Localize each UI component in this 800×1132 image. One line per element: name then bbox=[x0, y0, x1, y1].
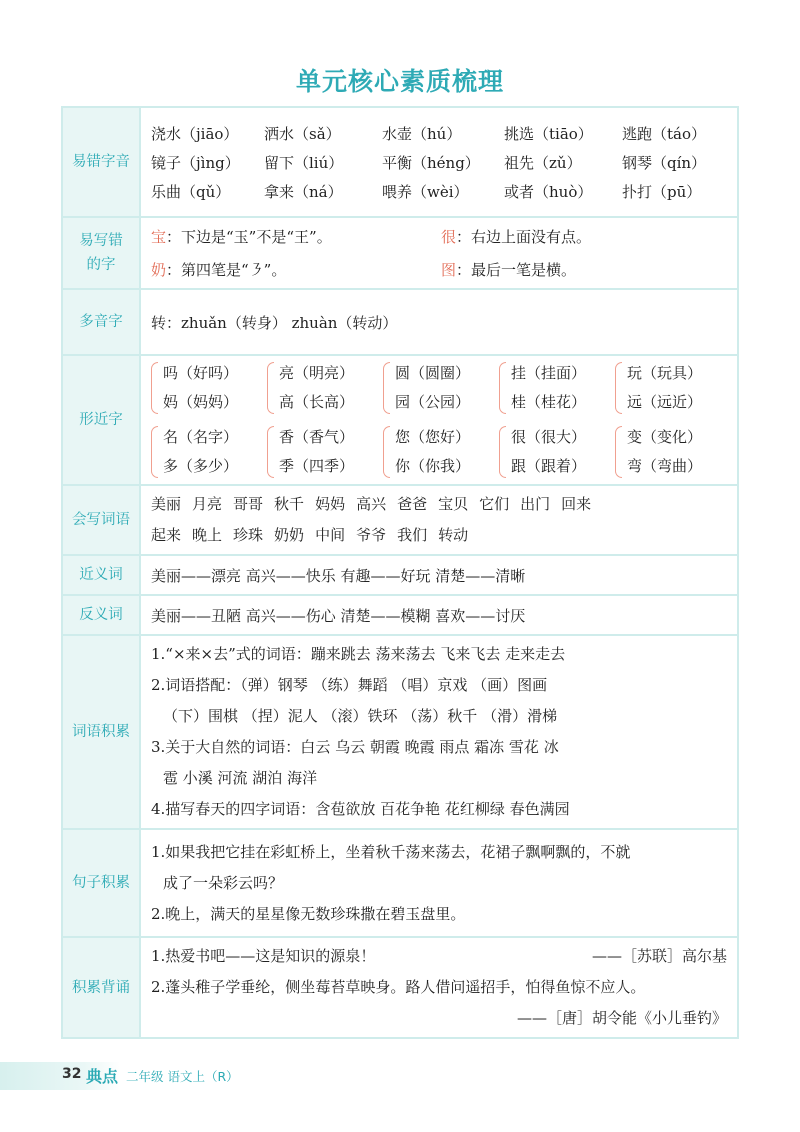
word: 美丽 bbox=[151, 495, 182, 513]
similar-char: 圆（圆圈） bbox=[395, 364, 471, 382]
pinyin-item: 挑选（tiāo） bbox=[504, 124, 593, 143]
pinyin-item: 祖先（zǔ） bbox=[504, 153, 582, 172]
row-juzi bbox=[62, 829, 738, 937]
easy-write-char: 奶 bbox=[151, 261, 167, 279]
easy-write-note: ：右边上面没有点。 bbox=[456, 228, 592, 246]
footer-text: 二年级 语文上（R） bbox=[126, 1069, 239, 1084]
easy-write-item bbox=[441, 259, 731, 280]
easy-write-item bbox=[151, 259, 441, 280]
similar-char-group bbox=[615, 359, 721, 417]
word: 秋千 bbox=[274, 495, 305, 513]
beisong-source-2: ——［唐］胡令能《小儿垂钓》 bbox=[516, 1009, 727, 1027]
similar-char: 吗（好吗） bbox=[163, 364, 239, 382]
content-huixie bbox=[140, 485, 738, 555]
label-fanyi: 反义词 bbox=[62, 595, 140, 635]
ciyu-line: 1.“×来×去”式的词语：蹦来跳去 荡来荡去 飞来飞去 走来走去 bbox=[151, 645, 566, 663]
label-duoyin: 多音字 bbox=[62, 289, 140, 355]
pinyin-item: 浇水（jiāo） bbox=[151, 124, 239, 143]
easy-write-item bbox=[441, 226, 731, 247]
row-xingjin bbox=[62, 355, 738, 485]
word: 哥哥 bbox=[233, 495, 264, 513]
similar-char: 高（长高） bbox=[279, 393, 355, 411]
label-jinyi: 近义词 bbox=[62, 555, 140, 595]
row-fanyi bbox=[62, 595, 738, 635]
content-pinyin bbox=[140, 107, 738, 217]
word: 转动 bbox=[438, 526, 469, 544]
content-jinyi: 美丽——漂亮 高兴——快乐 有趣——好玩 清楚——清晰 bbox=[140, 555, 738, 595]
pinyin-item: 逃跑（táo） bbox=[622, 124, 707, 143]
similar-char-group bbox=[151, 423, 267, 481]
label-huixie: 会写词语 bbox=[62, 485, 140, 555]
word: 高兴 bbox=[356, 495, 387, 513]
pinyin-item: 扑打（pū） bbox=[622, 182, 702, 201]
juzi-line: 2.晚上，满天的星星像无数珍珠撒在碧玉盘里。 bbox=[151, 904, 466, 923]
pinyin-item: 镜子（jìng） bbox=[151, 153, 240, 172]
ciyu-line: 3.关于大自然的词语：白云 乌云 朝霞 晚霞 雨点 霜冻 雪花 冰 bbox=[151, 738, 559, 756]
content-beisong bbox=[140, 937, 738, 1038]
label-juzi: 句子积累 bbox=[62, 829, 140, 937]
similar-char: 远（远近） bbox=[627, 393, 703, 411]
word: 宝贝 bbox=[438, 495, 469, 513]
content-juzi bbox=[140, 829, 738, 937]
easy-write-char: 很 bbox=[441, 228, 457, 246]
word: 我们 bbox=[397, 526, 428, 544]
pinyin-item: 或者（huò） bbox=[504, 182, 593, 201]
easy-write-note: ：最后一笔是横。 bbox=[456, 261, 577, 279]
beisong-source-1: ——［苏联］高尔基 bbox=[591, 947, 727, 965]
word: 珍珠 bbox=[233, 526, 264, 544]
beisong-line-1 bbox=[151, 941, 731, 972]
word: 起来 bbox=[151, 526, 182, 544]
brand-logo: 典点 bbox=[86, 1067, 119, 1086]
similar-char-group bbox=[383, 359, 499, 417]
label-xingjin: 形近字 bbox=[62, 355, 140, 485]
easy-write-note: ：第四笔是“㇋”。 bbox=[166, 261, 287, 279]
content-ciyu bbox=[140, 635, 738, 829]
word: 妈妈 bbox=[315, 495, 346, 513]
similar-char: 您（您好） bbox=[395, 428, 471, 446]
word: 出门 bbox=[520, 495, 551, 513]
pinyin-item: 留下（liú） bbox=[264, 153, 344, 172]
word: 奶奶 bbox=[274, 526, 305, 544]
similar-char: 妈（妈妈） bbox=[163, 393, 239, 411]
similar-char-group bbox=[267, 359, 383, 417]
word: 月亮 bbox=[192, 495, 223, 513]
label-easy-write-line1: 易写错 bbox=[79, 233, 123, 249]
row-easy-write bbox=[62, 217, 738, 289]
ciyu-line: 雹 小溪 河流 湖泊 海洋 bbox=[163, 769, 318, 787]
easy-write-char: 宝 bbox=[151, 228, 167, 246]
similar-char-group bbox=[615, 423, 721, 481]
row-huixie bbox=[62, 485, 738, 555]
similar-char: 园（公园） bbox=[395, 393, 471, 411]
content-fanyi: 美丽——丑陋 高兴——伤心 清楚——模糊 喜欢——讨厌 bbox=[140, 595, 738, 635]
page-number: 32 bbox=[62, 1066, 82, 1082]
similar-char-group bbox=[267, 423, 383, 481]
juzi-line: 1.如果我把它挂在彩虹桥上，坐着秋千荡来荡去，花裙子飘啊飘的，不就 bbox=[151, 842, 631, 861]
content-easy-write bbox=[140, 217, 738, 289]
pinyin-item: 乐曲（qǔ） bbox=[151, 182, 231, 201]
row-duoyin bbox=[62, 289, 738, 355]
similar-char: 变（变化） bbox=[627, 428, 703, 446]
beisong-text-2: 2.蓬头稚子学垂纶，侧坐莓苔草映身。路人借问遥招手，怕得鱼惊不应人。 bbox=[151, 978, 646, 996]
similar-char: 弯（弯曲） bbox=[627, 457, 703, 475]
similar-char: 挂（挂面） bbox=[511, 364, 587, 382]
pinyin-item: 喂养（wèi） bbox=[382, 182, 469, 201]
label-ciyu: 词语积累 bbox=[62, 635, 140, 829]
easy-write-char: 图 bbox=[441, 261, 457, 279]
similar-char-group bbox=[383, 423, 499, 481]
beisong-text-1: 1.热爱书吧——这是知识的源泉！ bbox=[151, 947, 376, 965]
pinyin-item: 洒水（sǎ） bbox=[264, 124, 341, 143]
word: 爷爷 bbox=[356, 526, 387, 544]
word: 中间 bbox=[315, 526, 346, 544]
word: 回来 bbox=[561, 495, 592, 513]
easy-write-note: ：下边是“玉”不是“王”。 bbox=[166, 228, 332, 246]
similar-char: 玩（玩具） bbox=[627, 364, 703, 382]
similar-char: 跟（跟着） bbox=[511, 457, 587, 475]
similar-char-group bbox=[499, 423, 615, 481]
similar-char: 季（四季） bbox=[279, 457, 355, 475]
row-ciyu bbox=[62, 635, 738, 829]
word: 爸爸 bbox=[397, 495, 428, 513]
similar-char: 桂（桂花） bbox=[511, 393, 587, 411]
pinyin-item: 水壶（hú） bbox=[382, 124, 462, 143]
label-beisong: 积累背诵 bbox=[62, 937, 140, 1038]
content-duoyin: 转：zhuǎn（转身） zhuàn（转动） bbox=[140, 289, 738, 355]
similar-char: 你（你我） bbox=[395, 457, 471, 475]
juzi-line: 成了一朵彩云吗？ bbox=[163, 873, 284, 892]
row-beisong bbox=[62, 937, 738, 1038]
pinyin-item: 拿来（ná） bbox=[264, 182, 343, 201]
ciyu-line: （下）围棋 （捏）泥人 （滚）铁环 （荡）秋千 （滑）滑梯 bbox=[163, 707, 558, 725]
similar-char: 多（多少） bbox=[163, 457, 239, 475]
word: 它们 bbox=[479, 495, 510, 513]
label-easy-write bbox=[62, 217, 140, 289]
content-xingjin bbox=[140, 355, 738, 485]
label-easy-write-line2: 的字 bbox=[86, 257, 116, 273]
summary-table bbox=[61, 106, 739, 1039]
ciyu-line: 2.词语搭配：（弹）钢琴 （练）舞蹈 （唱）京戏 （画）图画 bbox=[151, 676, 548, 694]
row-pinyin bbox=[62, 107, 738, 217]
similar-char: 亮（明亮） bbox=[279, 364, 355, 382]
similar-char: 很（很大） bbox=[511, 428, 587, 446]
label-pinyin: 易错字音 bbox=[62, 107, 140, 217]
similar-char-group bbox=[499, 359, 615, 417]
similar-char-group bbox=[151, 359, 267, 417]
word: 晚上 bbox=[192, 526, 223, 544]
page-title: 单元核心素质梳理 bbox=[295, 67, 504, 96]
page-footer bbox=[0, 1058, 800, 1094]
row-jinyi bbox=[62, 555, 738, 595]
similar-char: 香（香气） bbox=[279, 428, 355, 446]
ciyu-line: 4.描写春天的四字词语：含苞欲放 百花争艳 花红柳绿 春色满园 bbox=[151, 800, 570, 818]
easy-write-item bbox=[151, 226, 441, 247]
pinyin-item: 平衡（héng） bbox=[382, 153, 480, 172]
pinyin-item: 钢琴（qín） bbox=[622, 153, 707, 172]
similar-char: 名（名字） bbox=[163, 428, 239, 446]
